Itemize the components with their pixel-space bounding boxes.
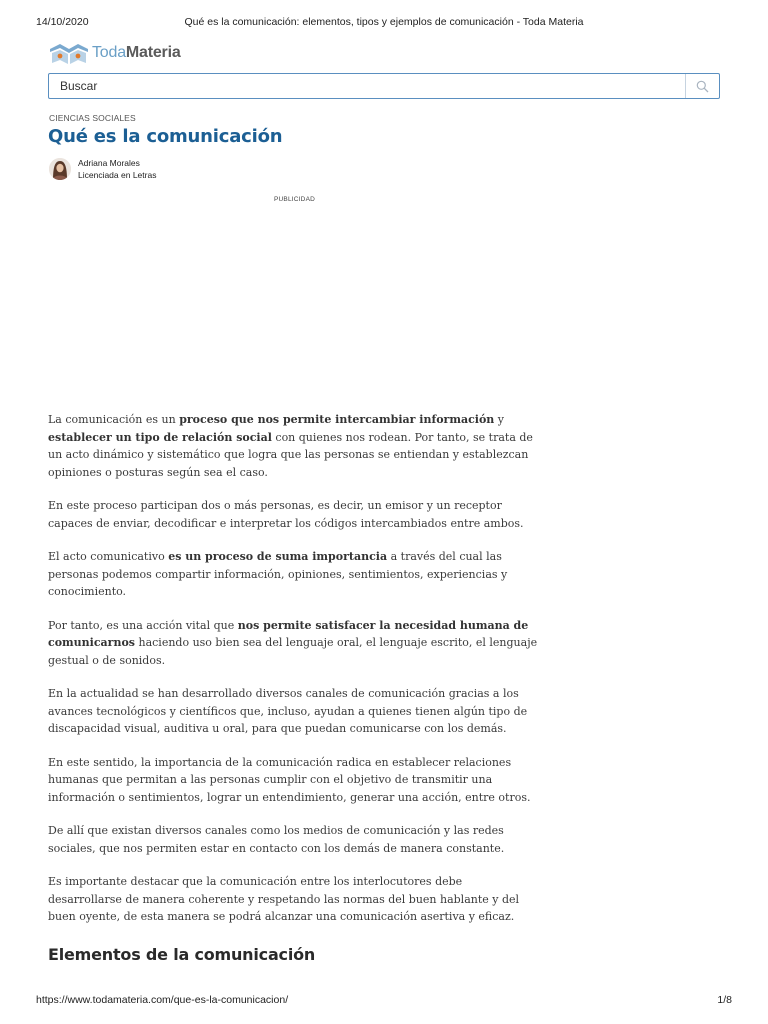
text-run: Es importante destacar que la comunicación entre los interlocutores debe desarrollarse de manera coherente y respetando las normas del buen hablante y del buen oyente, de esta manera se podrá alcanzar una comunicación asertiva y eficaz. [48,875,520,923]
text-run: Por tanto, es una acción vital que [48,618,238,632]
article-paragraph [48,754,538,807]
bold-text: proceso que nos permite intercambiar información [179,413,495,426]
logo-text-materia: Materia [125,44,181,61]
author-block [49,157,156,181]
article-paragraph [48,685,538,738]
article-body [48,411,538,942]
site-logo-link[interactable] [48,40,181,66]
search-bar [48,73,720,99]
article-paragraph [48,497,538,532]
bold-text: es un proceso de suma importancia [168,550,388,563]
bold-text: establecer un tipo de relación social [48,430,272,444]
text-run: y [494,413,505,426]
section-heading: Elementos de la comunicación [48,945,316,964]
text-run: El acto comunicativo [48,550,169,563]
print-url: https://www.todamateria.com/que-es-la-comunicacion/ [36,994,289,1006]
text-run: a través del cual las personas podemos compartir información, opiniones, sentimientos, experiencias y conocimiento. [48,550,508,598]
article-paragraph [48,822,538,857]
print-date: 14/10/2020 [36,16,89,28]
site-logo-text [92,44,181,62]
text-run: De allí que existan diversos canales como los medios de comunicación y las redes sociales, que nos permiten estar en contacto con los demás de manera constante. [48,824,505,855]
print-page-number: 1/8 [717,994,732,1006]
article-paragraph [48,873,538,926]
article-paragraph [48,617,538,670]
search-input[interactable] [49,74,685,98]
page-title: Qué es la comunicación [48,126,283,147]
books-logo-icon [48,40,90,66]
category-link[interactable]: CIENCIAS SOCIALES [49,113,136,123]
author-name[interactable]: Adriana Morales [78,158,140,168]
search-button[interactable] [685,74,719,98]
author-avatar[interactable] [49,158,71,180]
article-paragraph [48,411,538,481]
bold-text: nos permite satisfacer la necesidad humana de comunicarnos [48,618,529,649]
text-run: En la actualidad se han desarrollado diversos canales de comunicación gracias a los avances tecnológicos y científicos que, incluso, ayudan a quienes tienen algún tipo de discapacidad visual, auditiva u oral, para que puedan comunicarse con los demás. [48,687,528,735]
text-run: La comunicación es un [48,413,180,426]
text-run: En este sentido, la importancia de la comunicación radica en establecer relaciones humanas que permitan a las personas cumplir con el objetivo de transmitir una información o sentimientos, lograr un entendimiento, generar una acción, entre otros. [48,755,531,804]
author-credential: Licenciada en Letras [78,170,157,180]
text-run: con quienes nos rodean. Por tanto, se trata de un acto dinámico y sistemático que logra que las personas se entiendan y establezcan opiniones o posturas según sea el caso. [48,430,533,479]
text-run: En este proceso participan dos o más personas, es decir, un emisor y un receptor capaces de enviar, decodificar e interpretar los códigos intercambiados entre ambos. [48,499,524,530]
logo-text-toda: Toda [92,44,126,61]
advertisement-label: PUBLICIDAD [274,196,316,203]
text-run: haciendo uso bien sea del lenguaje oral, el lenguaje escrito, el lenguaje gestual o de sonidos. [48,636,538,667]
article-paragraph [48,548,538,601]
search-icon [696,80,709,93]
print-page-title: Qué es la comunicación: elementos, tipos y ejemplos de comunicación - Toda Materia [184,16,584,28]
